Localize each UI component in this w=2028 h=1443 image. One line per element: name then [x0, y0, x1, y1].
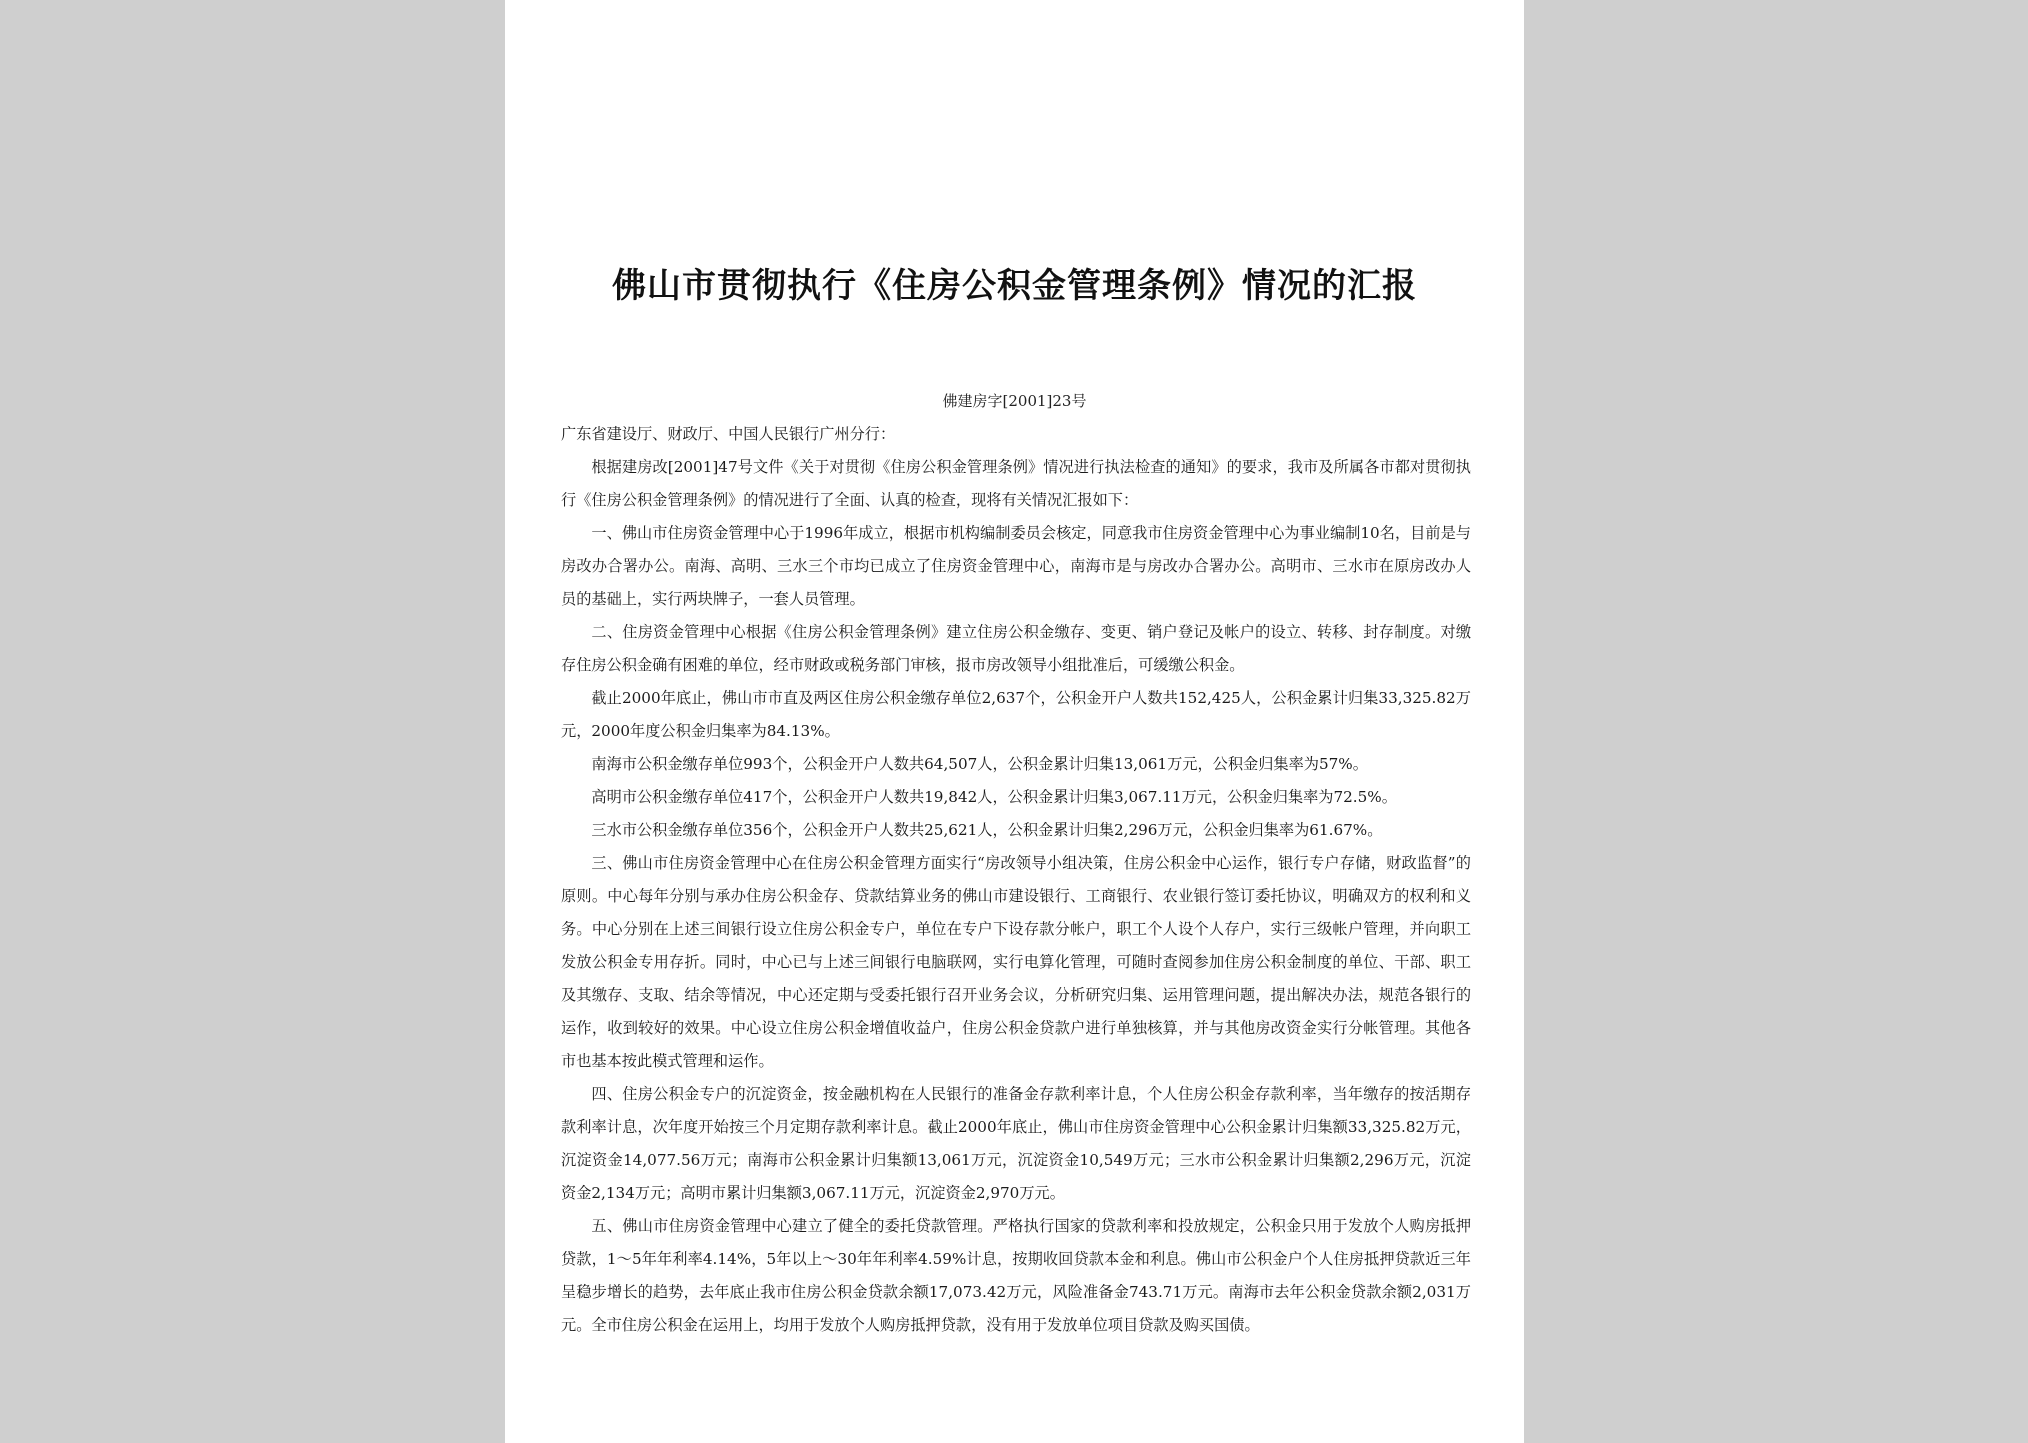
paragraph: 根据建房改[2001]47号文件《关于对贯彻《住房公积金管理条例》情况进行执法检查的通知》的要求，我市及所属各市都对贯彻执行《住房公积金管理条例》的情况进行了全面、认真的检查，现将有关情况汇报如下： — [561, 458, 1471, 509]
document-body — [561, 418, 1471, 1342]
paragraph: 三水市公积金缴存单位356个，公积金开户人数共25,621人，公积金累计归集2,296万元，公积金归集率为61.67%。 — [591, 821, 1383, 839]
document-number: 佛建房字[2001]23号 — [942, 392, 1087, 410]
paragraph: 二、住房资金管理中心根据《住房公积金管理条例》建立住房公积金缴存、变更、销户登记及帐户的设立、转移、封存制度。对缴存住房公积金确有困难的单位，经市财政或税务部门审核，报市房改领导小组批准后，可缓缴公积金。 — [561, 623, 1471, 674]
document-page — [505, 0, 1524, 1443]
paragraph: 三、佛山市住房资金管理中心在住房公积金管理方面实行“房改领导小组决策，住房公积金中心运作，银行专户存储，财政监督”的原则。中心每年分别与承办住房公积金存、贷款结算业务的佛山市建设银行、工商银行、农业银行签订委托协议，明确双方的权利和义务。中心分别在上述三间银行设立住房公积金专户，单位在专户下设存款分帐户，职工个人设个人存户，实行三级帐户管理，并向职工发放公积金专用存折。同时，中心已与上述三间银行电脑联网，实行电算化管理，可随时查阅参加住房公积金制度的单位、干部、职工及其缴存、支取、结余等情况，中心还定期与受委托银行召开业务会议，分析研究归集、运用管理问题，提出解决办法，规范各银行的运作，收到较好的效果。中心设立住房公积金增值收益户，住房公积金贷款户进行单独核算，并与其他房改资金实行分帐管理。其他各市也基本按此模式管理和运作。 — [561, 854, 1471, 1070]
paragraph: 南海市公积金缴存单位993个，公积金开户人数共64,507人，公积金累计归集13,061万元，公积金归集率为57%。 — [591, 755, 1368, 773]
paragraph: 四、住房公积金专户的沉淀资金，按金融机构在人民银行的准备金存款利率计息，个人住房公积金存款利率，当年缴存的按活期存款利率计息，次年度开始按三个月定期存款利率计息。截止2000年底止，佛山市住房资金管理中心公积金累计归集额33,325.82万元，沉淀资金14,077.56万元；南海市公积金累计归集额13,061万元，沉淀资金10,549万元；三水市公积金累计归集额2,296万元，沉淀资金2,134万元；高明市累计归集额3,067.11万元，沉淀资金2,970万元。 — [561, 1085, 1471, 1202]
paragraph: 高明市公积金缴存单位417个，公积金开户人数共19,842人，公积金累计归集3,067.11万元，公积金归集率为72.5%。 — [591, 788, 1397, 806]
salutation: 广东省建设厅、财政厅、中国人民银行广州分行： — [561, 425, 896, 443]
paragraph: 截止2000年底止，佛山市市直及两区住房公积金缴存单位2,637个，公积金开户人数共152,425人，公积金累计归集33,325.82万元，2000年度公积金归集率为84.13%。 — [561, 689, 1471, 740]
document-title: 佛山市贯彻执行《住房公积金管理条例》情况的汇报 — [612, 266, 1417, 306]
paragraph: 一、佛山市住房资金管理中心于1996年成立，根据市机构编制委员会核定，同意我市住房资金管理中心为事业编制10名，目前是与房改办合署办公。南海、高明、三水三个市均已成立了住房资金管理中心，南海市是与房改办合署办公。高明市、三水市在原房改办人员的基础上，实行两块牌子，一套人员管理。 — [561, 524, 1471, 608]
paragraph: 五、佛山市住房资金管理中心建立了健全的委托贷款管理。严格执行国家的贷款利率和投放规定，公积金只用于发放个人购房抵押贷款，1～5年年利率4.14%，5年以上～30年年利率4.59%计息，按期收回贷款本金和利息。佛山市公积金户个人住房抵押贷款近三年呈稳步增长的趋势，去年底止我市住房公积金贷款余额17,073.42万元，风险准备金743.71万元。南海市去年公积金贷款余额2,031万元。全市住房公积金在运用上，均用于发放个人购房抵押贷款，没有用于发放单位项目贷款及购买国债。 — [561, 1217, 1471, 1334]
